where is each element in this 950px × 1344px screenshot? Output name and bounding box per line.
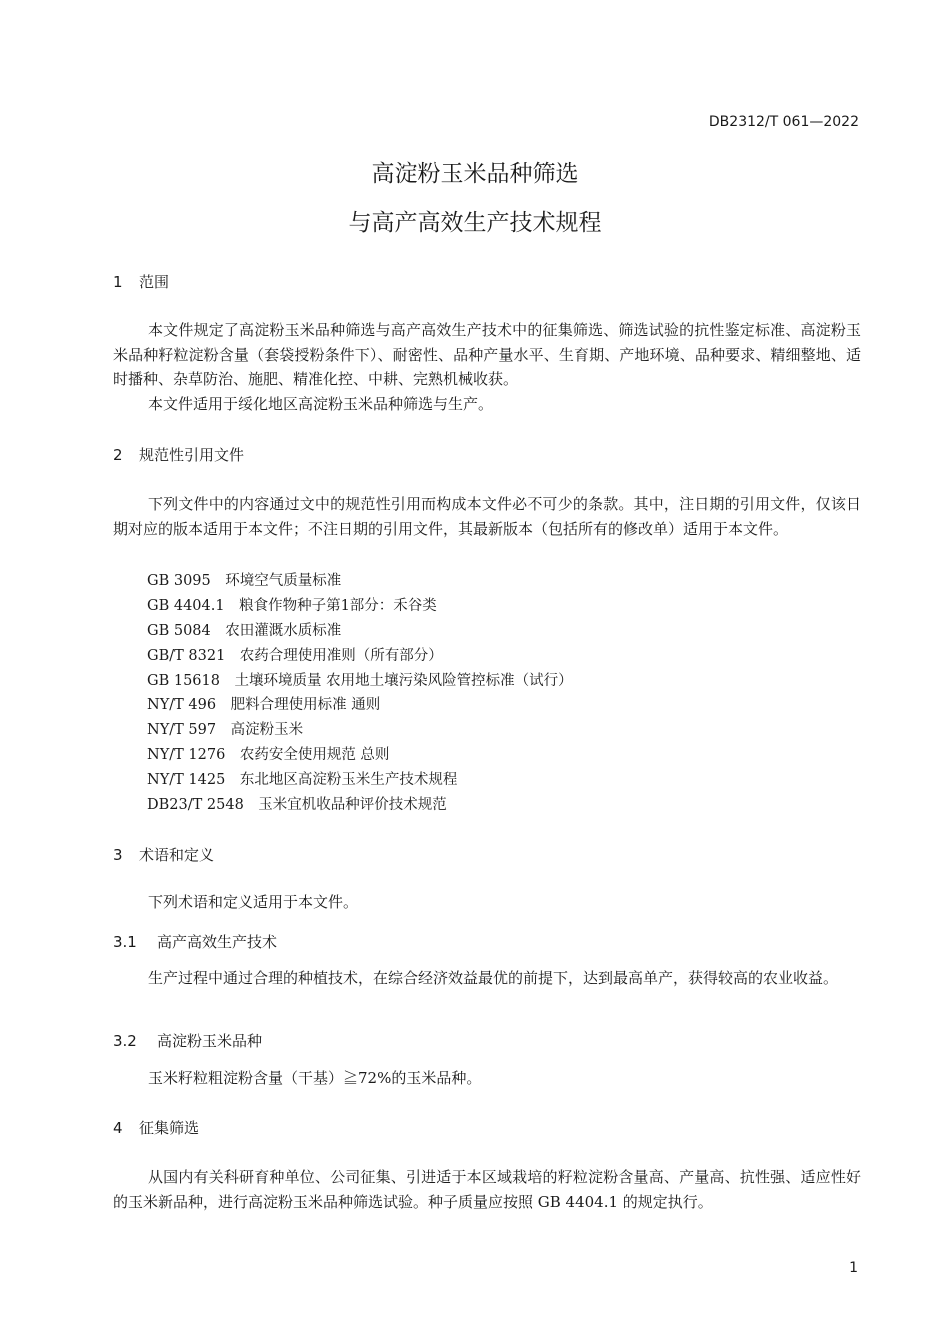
reference-item: GB/T 8321 农药合理使用准则（所有部分） bbox=[147, 648, 443, 664]
section-3-heading bbox=[113, 844, 214, 865]
document-code: DB2312/T 061—2022 bbox=[708, 114, 859, 130]
section-number: 4 bbox=[113, 1119, 123, 1137]
section-1-heading bbox=[113, 271, 169, 292]
section-4-heading bbox=[113, 1117, 199, 1138]
section-title: 征集筛选 bbox=[139, 1119, 200, 1137]
reference-item: NY/T 1425 东北地区高淀粉玉米生产技术规程 bbox=[147, 772, 458, 788]
term-3-1-heading bbox=[113, 931, 277, 952]
section-number: 1 bbox=[113, 273, 123, 291]
reference-item: GB 3095 环境空气质量标准 bbox=[147, 573, 342, 589]
term-title: 高产高效生产技术 bbox=[157, 933, 278, 951]
document-title-line2: 与高产高效生产技术规程 bbox=[348, 210, 602, 236]
reference-item: NY/T 496 肥料合理使用标准 通则 bbox=[147, 697, 381, 713]
reference-item: GB 4404.1 粮食作物种子第1部分：禾谷类 bbox=[147, 598, 437, 614]
term-3-2-heading bbox=[113, 1030, 262, 1051]
section-1-paragraph-1: 本文件规定了高淀粉玉米品种筛选与高产高效生产技术中的征集筛选、筛选试验的抗性鉴定标准、高淀粉玉米品种籽粒淀粉含量（套袋授粉条件下）、耐密性、品种产量水平、生育期、产地环境、品种要求、精细整地、适时播种、杂草防治、施肥、精准化控、中耕、完熟机械收获。 bbox=[113, 321, 861, 388]
term-3-1-definition: 生产过程中通过合理的种植技术，在综合经济效益最优的前提下，达到最高单产，获得较高的农业收益。 bbox=[148, 969, 839, 987]
section-4-paragraph-1: 从国内有关科研育种单位、公司征集、引进适于本区域栽培的籽粒淀粉含量高、产量高、抗性强、适应性好的玉米新品种，进行高淀粉玉米品种筛选试验。种子质量应按照 GB 4404.1 的规定执行。 bbox=[113, 1168, 861, 1211]
term-number: 3.2 bbox=[113, 1032, 137, 1050]
section-number: 2 bbox=[113, 446, 123, 464]
page-number: 1 bbox=[849, 1260, 858, 1276]
reference-item: GB 15618 土壤环境质量 农用地土壤污染风险管控标准（试行） bbox=[147, 673, 573, 689]
term-3-2-definition: 玉米籽粒粗淀粉含量（干基）≧72%的玉米品种。 bbox=[148, 1069, 482, 1087]
section-3-paragraph-1: 下列术语和定义适用于本文件。 bbox=[148, 893, 359, 911]
section-title: 规范性引用文件 bbox=[139, 446, 245, 464]
reference-item: GB 5084 农田灌溉水质标准 bbox=[147, 623, 342, 639]
section-2-heading bbox=[113, 444, 244, 465]
section-title: 术语和定义 bbox=[139, 846, 215, 864]
section-number: 3 bbox=[113, 846, 123, 864]
reference-item: NY/T 597 高淀粉玉米 bbox=[147, 722, 304, 738]
reference-item: NY/T 1276 农药安全使用规范 总则 bbox=[147, 747, 390, 763]
document-title-line1: 高淀粉玉米品种筛选 bbox=[371, 161, 579, 187]
section-title: 范围 bbox=[139, 273, 170, 291]
term-title: 高淀粉玉米品种 bbox=[157, 1032, 263, 1050]
section-1-paragraph-2: 本文件适用于绥化地区高淀粉玉米品种筛选与生产。 bbox=[148, 395, 494, 413]
section-2-paragraph-1: 下列文件中的内容通过文中的规范性引用而构成本文件必不可少的条款。其中，注日期的引用文件，仅该日期对应的版本适用于本文件；不注日期的引用文件，其最新版本（包括所有的修改单）适用于本文件。 bbox=[113, 495, 861, 538]
reference-item: DB23/T 2548 玉米宜机收品种评价技术规范 bbox=[147, 797, 447, 813]
term-number: 3.1 bbox=[113, 933, 137, 951]
